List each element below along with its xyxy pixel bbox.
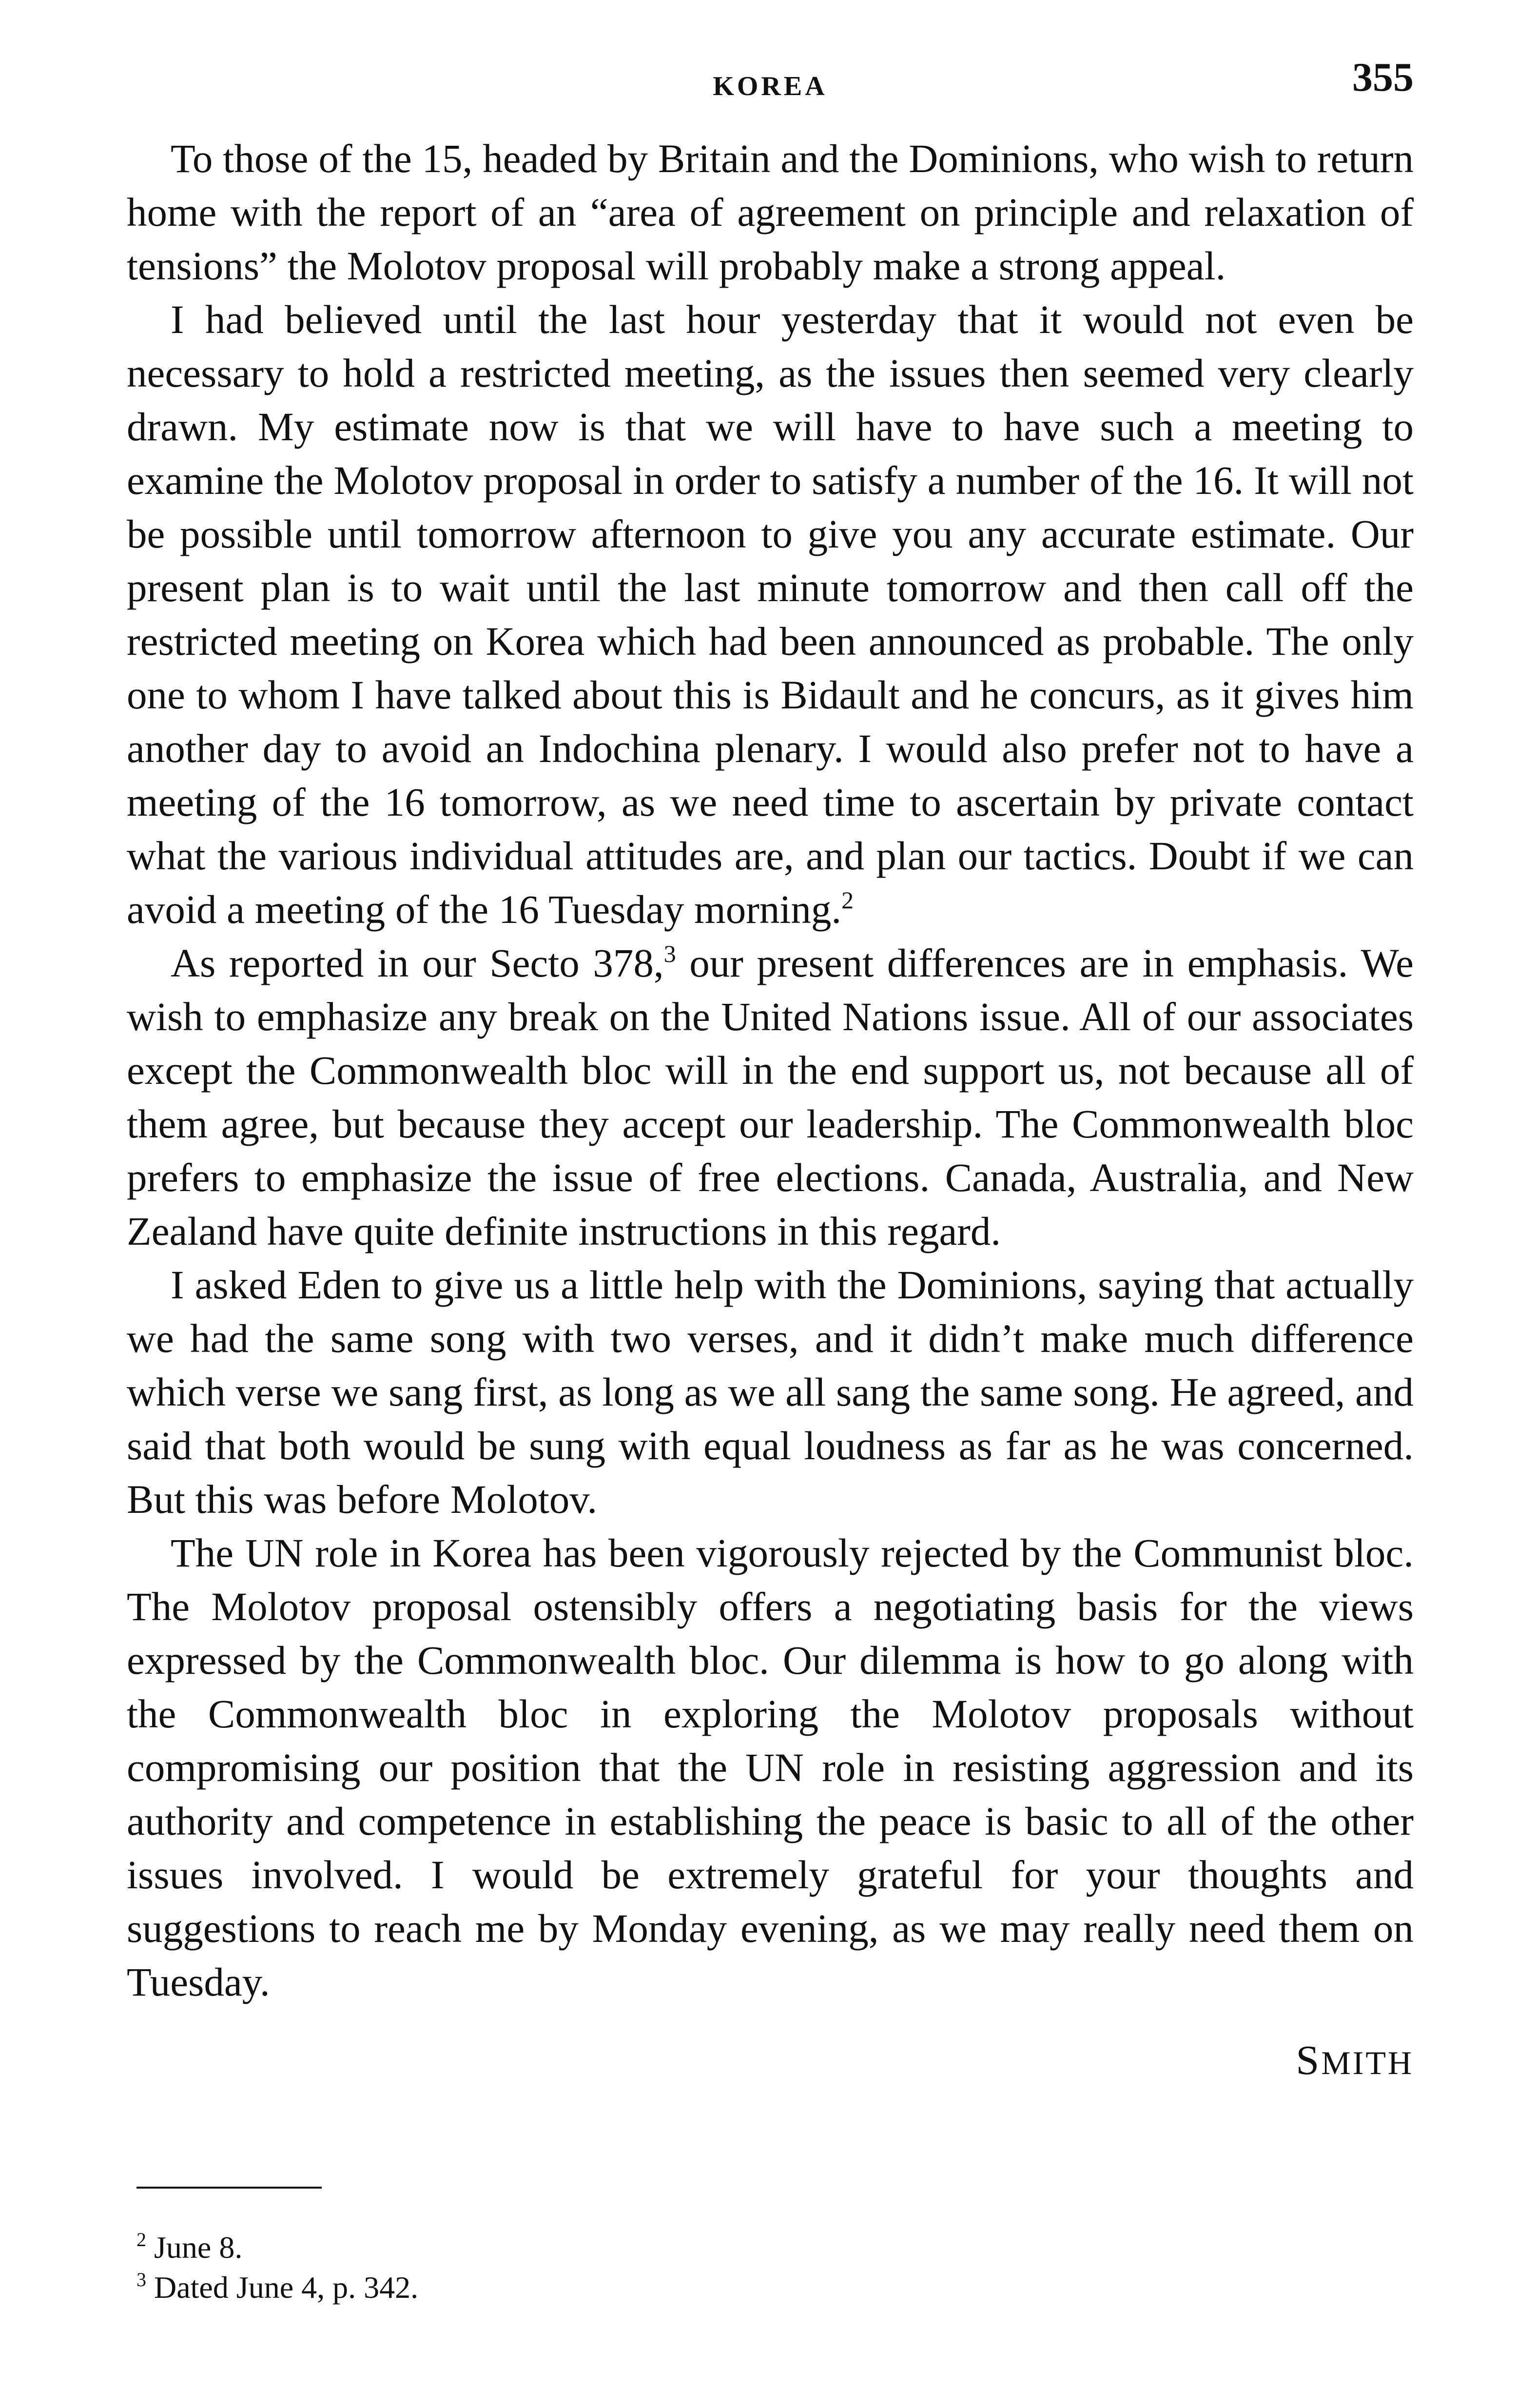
paragraph-5: [127, 1526, 1414, 2009]
signature-initial: S: [1296, 2036, 1322, 2083]
paragraph-2-text: I had believed until the last hour yesterday that it would not even be necessary to hold a restricted meeting, as the issues then seemed very clearly drawn. My estimate now is that we will have to have such a meeting to examine the Molotov proposal in order to satisfy a number of the 16. It will not be possible until tomorrow afternoon to give you any accurate estimate. Our present plan is to wait until the last minute tomorrow and then call off the restricted meeting on Korea which had been announced as probable. The only one to whom I have talked about this is Bidault and he concurs, as it gives him another day to avoid an Indochina plenary. I would also prefer not to have a meeting of the 16 tomorrow, as we need time to ascertain by private contact what the various individual attitudes are, and plan our tactics. Doubt if we can avoid a meeting of the 16 Tuesday morning.: [127, 297, 1414, 932]
paragraph-4-text: I asked Eden to give us a little help with the Dominions, saying that actually we had the same song with two verses, and it didn’t make much difference which verse we sang first, as long as we all sang the same song. He agreed, and said that both would be sung with equal loudness as far as he was concerned. But this was before Molotov.: [127, 1262, 1414, 1522]
paragraph-4: [127, 1258, 1414, 1526]
paragraph-5-text: The UN role in Korea has been vigorously rejected by the Communist bloc. The Molotov proposal ostensibly offers a negotiating basis for the views expressed by the Commonwealth bloc. Our dilemma is how to go along with the Commonwealth bloc in exploring the Molotov proposals without compromising our position that the UN role in resisting aggression and its authority and competence in establishing the peace is basic to all of the other issues involved. I would be extremely grateful for your thoughts and suggestions to reach me by Monday evening, as we may really need them on Tuesday.: [127, 1530, 1414, 2004]
footnote-text-3: Dated June 4, p. 342.: [154, 2270, 419, 2305]
signature: [127, 2036, 1414, 2084]
paragraph-2: [127, 293, 1414, 936]
footnotes: [136, 2228, 1414, 2308]
footnote-text-2: June 8.: [154, 2230, 243, 2265]
footnote-ref-3: 3: [663, 940, 676, 967]
signature-rest: MITH: [1321, 2044, 1414, 2081]
footnote-2: [136, 2228, 1414, 2268]
paragraph-3-text-before: As reported in our Secto 378,: [171, 940, 664, 985]
footnote-ref-2: 2: [841, 886, 854, 914]
running-head: [127, 49, 1414, 132]
footnote-3: [136, 2268, 1414, 2308]
footnote-mark-3: 3: [136, 2269, 146, 2291]
document-page: [127, 49, 1414, 2308]
running-title: KOREA: [713, 71, 828, 101]
paragraph-1: [127, 132, 1414, 293]
paragraph-3: [127, 936, 1414, 1258]
body-text: [127, 132, 1414, 2009]
footnote-mark-2: 2: [136, 2229, 146, 2251]
paragraph-3-text-after: our present differences are in emphasis. We wish to emphasize any break on the United Nations issue. All of our associates except the Commonwealth bloc will in the end support us, not because all of them agree, but because they accept our leadership. The Commonwealth bloc prefers to emphasize the issue of free elections. Canada, Australia, and New Zealand have quite definite instructions in this regard.: [127, 940, 1414, 1253]
paragraph-1-text: To those of the 15, headed by Britain and the Dominions, who wish to return home with the report of an “area of agreement on principle and relaxation of tensions” the Molotov proposal will probably make a strong appeal.: [127, 136, 1414, 288]
footnote-divider: [136, 2187, 322, 2189]
page-number: 355: [1352, 55, 1414, 100]
